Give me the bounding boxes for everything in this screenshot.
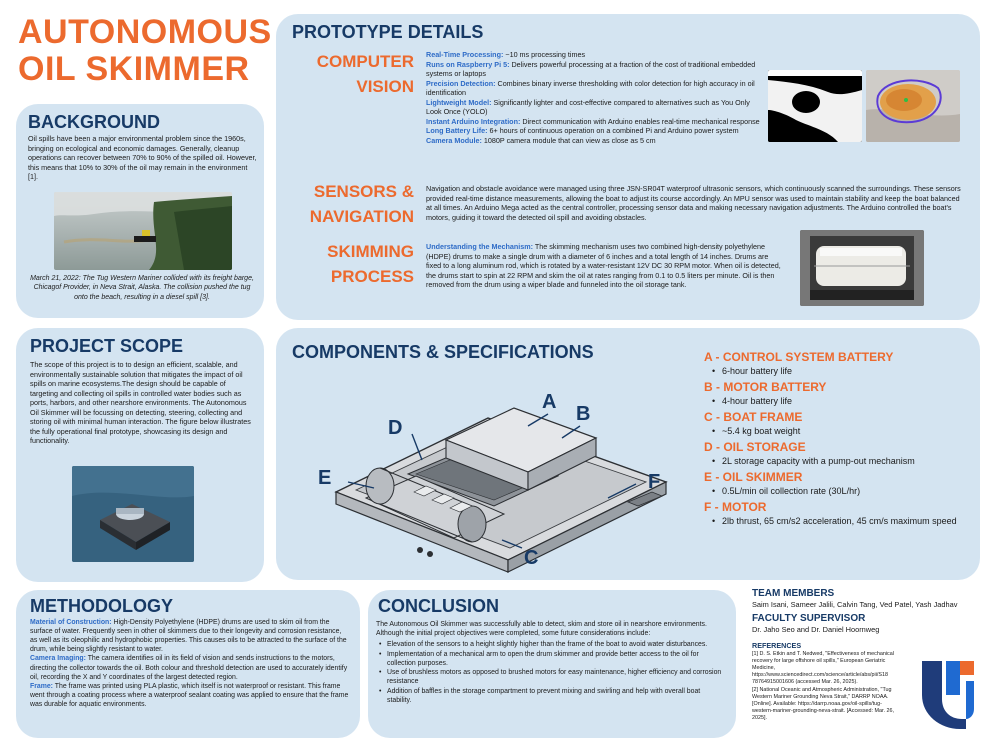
- scope-heading: PROJECT SCOPE: [30, 336, 184, 356]
- callout-c: C: [524, 547, 539, 569]
- team-heading: TEAM MEMBERS: [752, 588, 835, 599]
- components-panel: [276, 328, 980, 580]
- spec-item: • 6-hour battery life: [704, 365, 974, 378]
- scope-text: The scope of this project is to to design an efficient, scalable, and environmentally sustainable solution that mitigates the impact of oil spills on marine ecosystems.The design should be capable of targeting and collecting oil spills in controlled water bodies such as ports, harbors, and other nearshore environments. The Autonomous Oil Skimmer will be focussing on detecting, steering, collecting and storing oil with minimal human interaction. The figure below illustrates the fully operational final prototype, showcasing its design and functionality.: [30, 360, 251, 445]
- conclusion-item: • Use of brushless motors as opposed to brushed motors for easy maintenance, higher efficiency and corrosion resistance: [378, 668, 724, 686]
- spec-item: • 4-hour battery life: [704, 395, 974, 408]
- callout-b: B: [576, 403, 591, 425]
- background-caption: March 21, 2022: The Tug Western Mariner collided with its freight barge, Chicagof Provider, in Neva Strait, Alaska. The collision pushed the tug onto the beach, resulting in a diesel spill [3].: [30, 275, 254, 301]
- prototype-heading: PROTOTYPE DETAILS: [292, 22, 484, 42]
- callout-e: E: [318, 467, 332, 489]
- conclusion-item: • Addition of baffles in the storage compartment to prevent mixing and swirling and help with overall boat stability.: [378, 687, 724, 705]
- references-heading: REFERENCES: [752, 640, 802, 650]
- spec-heading: F - MOTOR: [704, 500, 767, 515]
- methodology-item: Material of Construction: High-Density Polyethylene (HDPE) drums are used to skim oil from the surface of water. Frequently seen in other oil skimmers due to their longevity and corrosion resistance, as well as its oleophilic and hydrophobic properties. This causes oils to be attracted to the surface of the drum, while being slightly resistant to water.: [30, 619, 347, 654]
- cv-heading: COMPUTER VISION: [316, 52, 414, 96]
- spec-item: • ~5.4 kg boat weight: [704, 425, 974, 438]
- skimming-drum-photo: [800, 230, 924, 306]
- conclusion-panel: [368, 590, 736, 738]
- spec-list: [704, 348, 974, 528]
- callout-f: F: [648, 471, 661, 493]
- spec-item: • 2lb thrust, 65 cm/s2 acceleration, 45 cm/s maximum speed: [704, 515, 974, 528]
- cv-item: Instant Arduino Integration: Direct communication with Arduino enables real-time mechanical response: [426, 116, 760, 126]
- skimming-text: Understanding the Mechanism: The skimming mechanism uses two combined high-density polyethylene (HDPE) drums to make a single drum with a diameter of 6 inches and a total length of 14 inches. Drums are fixed to a long aluminum rod, which is rotated by a water-resistant 12V DC 30 RPM motor. When oil is detected, the drums start to spin at 22 RPM and skim the oil at rates ranging from 0.1 to 0.5 liters per minute. Oil is then removed from the drum using a wiper blade and funneled into the oil storage tank.: [426, 242, 781, 289]
- components-heading: COMPONENTS & SPECIFICATIONS: [292, 342, 594, 362]
- sensors-text: Navigation and obstacle avoidance were managed using three JSN-SR04T waterproof ultrasonic sensors, which continuously scanned the surroundings. These sensors provided real-time distance measurements, allowing the boat to adjust its course accordingly. An MPU sensor was used to maintain stability and keep the boat balanced at all times. An Arduino Mega acted as the central controller, processing sensor data and making necessary navigation adjustments. The Arduino controlled the boat's motors, guiding it toward the detected oil spill and avoiding obstacles.: [426, 184, 961, 222]
- spec-heading: A - CONTROL SYSTEM BATTERY: [704, 350, 894, 364]
- skimming-heading: SKIMMING PROCESS: [327, 242, 414, 286]
- spec-heading: C - BOAT FRAME: [704, 410, 803, 425]
- cv-threshold-image: [768, 70, 862, 142]
- cv-item: Lightweight Model: Significantly lighter and cost-effective compared to alternatives such as You Only Look Once (YOLO): [426, 97, 750, 116]
- spec-item: • 2L storage capacity with a pump-out mechanism: [704, 455, 974, 468]
- cv-item: Long Battery Life: 6+ hours of continuous operation on a combined Pi and Arduino power system: [426, 126, 739, 135]
- prototype-render-photo: [72, 466, 194, 562]
- project-scope-panel: [16, 328, 264, 582]
- cv-list: [426, 50, 760, 145]
- background-text: Oil spills have been a major environmental problem since the 1960s, bringing on ecological and economic damages. Generally, cleanup operations can recover between 70% to 90% of the spilled oil. However, this means that 10% to 30% of the oil may remain in the environment [1].: [28, 134, 257, 181]
- tug-spill-photo: [54, 192, 232, 270]
- cv-color-detection-image: [866, 70, 960, 142]
- university-logo: [916, 655, 980, 735]
- spec-heading: B - MOTOR BATTERY: [704, 380, 827, 395]
- cv-item: Runs on Raspberry Pi 5: Delivers powerful processing at a fraction of the cost of traditional embedded systems or laptops: [426, 59, 756, 78]
- methodology-panel: [16, 590, 360, 738]
- team-members: Saim Isani, Sameer Jalili, Calvin Tang, Ved Patel, Yash Jadhav: [752, 600, 958, 609]
- reference-item: [2] National Oceanic and Atmospheric Administration, "Tug Western Mariner Grounding Neva Strait," DARRP NOAA. [Online]. Available: https://darrp.noaa.gov/oil-spills/tug-western-mariner-grounding-neva-strait. [Accessed: Mar. 26, 2025].: [752, 687, 895, 722]
- cv-item: Real-Time Processing: ~10 ms processing times: [426, 50, 586, 59]
- spec-heading: E - OIL SKIMMER: [704, 470, 803, 485]
- poster-title: AUTONOMOUS OIL SKIMMER: [18, 13, 272, 88]
- conclusion-item: • Elevation of the sensors to a height slightly higher than the frame of the boat to avoid water disturbances.: [378, 640, 724, 649]
- cv-item: Precision Detection: Combines binary inverse thresholding with color detection for high accuracy in oil identification: [426, 78, 755, 97]
- background-panel: [16, 104, 264, 318]
- conclusion-intro: The Autonomous Oil Skimmer was successfully able to detect, skim and store oil in nearshore environments. Although the initial project objectives were completed, some future considerations include:: [376, 621, 707, 638]
- methodology-list: [30, 618, 350, 709]
- conclusion-heading: CONCLUSION: [378, 596, 499, 616]
- cv-item: Camera Module: 1080P camera module that can view as close as 5 cm: [426, 135, 656, 145]
- callout-d: D: [388, 417, 403, 439]
- background-heading: BACKGROUND: [28, 112, 160, 132]
- spec-item: • 0.5L/min oil collection rate (30L/hr): [704, 485, 974, 498]
- sensors-heading: SENSORS & NAVIGATION: [309, 182, 414, 226]
- conclusion-item: • Implementation of a mechanical arm to open the drum skimmer and provide better access to the oil for collection purposes.: [378, 650, 724, 668]
- prototype-details-panel: [276, 14, 980, 320]
- conclusion-list: [378, 640, 724, 706]
- callout-a: A: [542, 391, 557, 413]
- supervisor-heading: FACULTY SUPERVISOR: [752, 612, 866, 624]
- boat-component-diagram: [296, 364, 716, 584]
- reference-item: [1] D. S. Etkin and T. Nedwed, "Effectiveness of mechanical recovery for large offshore oil spills," European Geriatric Medicine, https://www.sciencedirect.com/science/article/abs/pii/S18 78764915001606 (accessed Mar. 26, 2025).: [752, 650, 894, 686]
- methodology-item: Frame: The frame was printed using PLA plastic, which itself is not waterproof or resistant. This frame went through a coating process where a waterproof sealant coating was applied to ensure that the frame was durable for aquatic environments.: [30, 682, 349, 708]
- methodology-heading: METHODOLOGY: [30, 596, 173, 616]
- spec-heading: D - OIL STORAGE: [704, 440, 806, 455]
- supervisor-names: Dr. Jaho Seo and Dr. Daniel Hoornweg: [752, 624, 880, 634]
- methodology-item: Camera Imaging: The camera identifies oil in its field of vision and sends instructions to the motors, directing the collector towards the oil. Both colour and threshold detection are used to accurately identify oil, recording the X and Y coordinates of the largest detected region.: [30, 655, 348, 681]
